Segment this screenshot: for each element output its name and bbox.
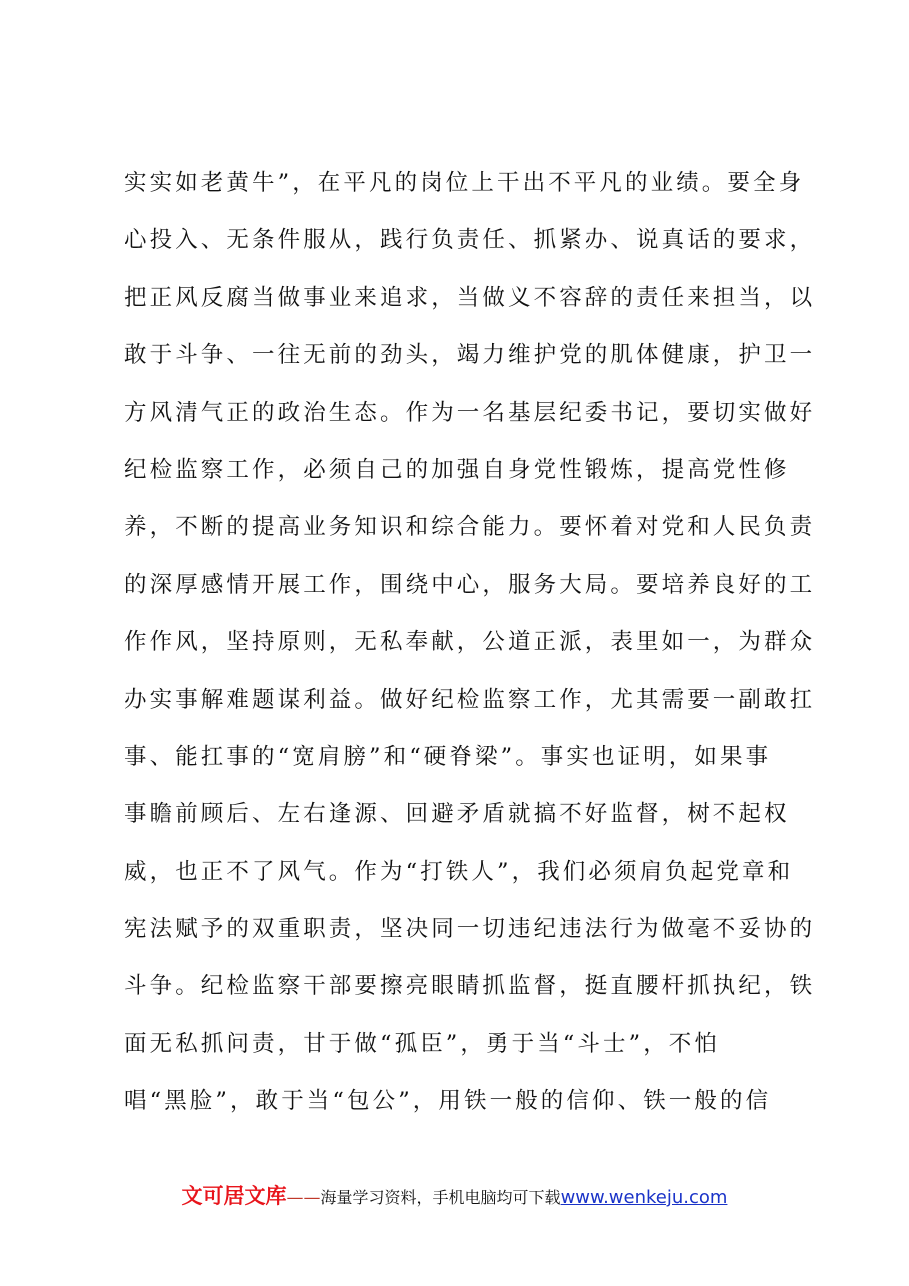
text-line: 敢于斗争、一往无前的劲头，竭力维护党的肌体健康，护卫一 [124,342,816,369]
text-line: 作作风，坚持原则，无私奉献，公道正派，表里如一，为群众 [124,629,816,656]
text-line: 的深厚感情开展工作，围绕中心，服务大局。要培养良好的工 [124,571,816,598]
brand-name: 文可居文库 [181,1184,287,1208]
footer-dash: —— [286,1188,321,1208]
text-line: 心投入、无条件服从，践行负责任、抓紧办、说真话的要求， [124,227,816,254]
text-line: 事瞻前顾后、左右逢源、回避矛盾就搞不好监督，树不起权 [124,801,790,828]
text-line: 宪法赋予的双重职责，坚决同一切违纪违法行为做毫不妥协的 [124,916,816,943]
text-line: 唱“黑脸”，敢于当“包公”，用铁一般的信仰、铁一般的信 [124,1088,772,1115]
text-line: 事、能扛事的“宽肩膀”和“硬脊梁”。事实也证明，如果事 [124,743,772,770]
text-line: 斗争。纪检监察干部要擦亮眼睛抓监督，挺直腰杆抓执纪，铁 [124,973,816,1000]
text-line: 把正风反腐当做事业来追求，当做义不容辞的责任来担当，以 [124,284,816,311]
text-line: 办实事解难题谋利益。做好纪检监察工作，尤其需要一副敢扛 [124,686,816,713]
text-line: 威，也正不了风气。作为“打铁人”，我们必须肩负起党章和 [124,858,794,885]
text-line: 方风清气正的政治生态。作为一名基层纪委书记，要切实做好 [124,399,816,426]
text-line: 实实如老黄牛”，在平凡的岗位上干出不平凡的业绩。要全身 [124,170,805,196]
text-line: 面无私抓问责，甘于做“孤臣”，勇于当“斗士”，不怕 [124,1030,721,1057]
text-line: 养，不断的提高业务知识和综合能力。要怀着对党和人民负责 [124,514,816,541]
text-line: 纪检监察工作，必须自己的加强自身党性锻炼，提高党性修 [124,456,790,483]
document-body [124,163,816,1139]
website-link[interactable]: www.wenkeju.com [560,1187,728,1208]
footer-slogan: 海量学习资料，手机电脑均可下载 [320,1188,561,1207]
footer-banner [0,1180,909,1210]
